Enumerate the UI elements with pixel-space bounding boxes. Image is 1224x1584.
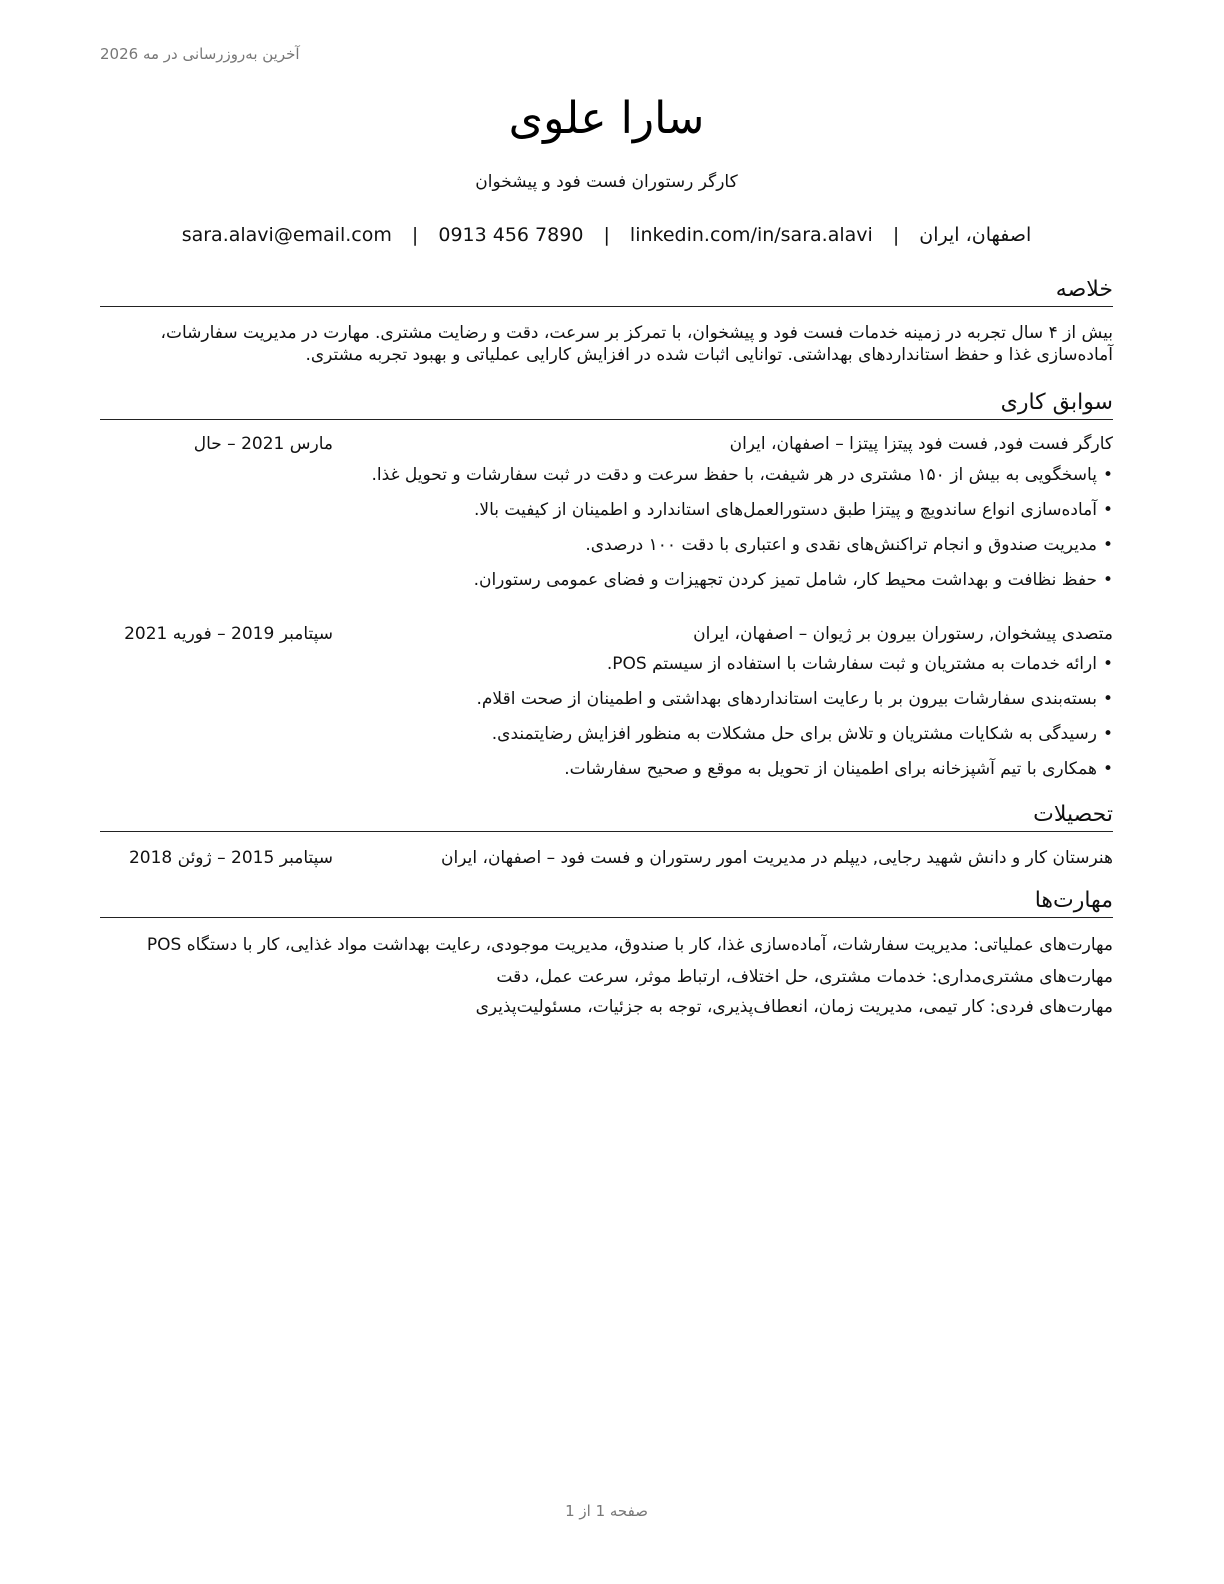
education-heading: تحصیلات bbox=[100, 801, 1113, 832]
contact-phone[interactable]: 0913 456 7890 bbox=[438, 224, 584, 246]
bullet-dot: • bbox=[1102, 689, 1113, 709]
job-role: متصدی پیشخوان, رستوران بیرون بر ژیوان – اصفهان، ایران bbox=[693, 624, 1113, 644]
list-item bbox=[100, 652, 1113, 687]
bullet-text: همکاری با تیم آشپزخانه برای اطمینان از تحویل به موقع و صحیح سفارشات. bbox=[564, 759, 1097, 779]
bullet-text: پاسخگویی به بیش از ۱۵۰ مشتری در هر شیفت، با حفظ سرعت و دقت در ثبت سفارشات و تحویل غذا. bbox=[371, 465, 1097, 485]
bullet-text: ارائه خدمات به مشتریان و ثبت سفارشات با استفاده از سیستم POS. bbox=[606, 654, 1097, 674]
job-role: کارگر فست فود, فست فود پیتزا پیتزا – اصفهان، ایران bbox=[729, 434, 1113, 454]
contact-separator: | bbox=[411, 224, 419, 246]
bullet-text: مدیریت صندوق و انجام تراکنش‌های نقدی و اعتباری با دقت ۱۰۰ درصدی. bbox=[585, 535, 1097, 555]
skills-heading: مهارت‌ها bbox=[100, 887, 1113, 918]
contact-separator: | bbox=[892, 224, 900, 246]
experience-heading: سوابق کاری bbox=[100, 389, 1113, 420]
education-date: سپتامبر 2015 – ژوئن 2018 bbox=[128, 848, 333, 868]
job-bullets bbox=[100, 652, 1113, 792]
skill-line: مهارت‌های مشتری‌مداری: خدمات مشتری، حل اختلاف، ارتباط موثر، سرعت عمل، دقت bbox=[496, 967, 1113, 987]
contact-line bbox=[100, 222, 1113, 248]
bullet-text: بسته‌بندی سفارشات بیرون بر با رعایت استانداردهای بهداشتی و اطمینان از صحت اقلام. bbox=[476, 689, 1097, 709]
resume-page bbox=[100, 0, 1113, 1584]
bullet-text: آماده‌سازی انواع ساندویچ و پیتزا طبق دستورالعمل‌های استاندارد و اطمینان از کیفیت بالا. bbox=[474, 500, 1097, 520]
contact-separator: | bbox=[603, 224, 610, 246]
list-item bbox=[100, 568, 1113, 603]
job-date: سپتامبر 2019 – فوریه 2021 bbox=[124, 624, 333, 644]
page-number: صفحه 1 از 1 bbox=[565, 1502, 648, 1520]
bullet-dot: • bbox=[1102, 465, 1113, 485]
summary-text: بیش از ۴ سال تجربه در زمینه خدمات فست فود و پیشخوان، با تمرکز بر سرعت، دقت و رضایت مشتری. مهارت در مدیریت سفارشات، آماده‌سازی غذا و حفظ استانداردهای بهداشتی. توانایی اثبات شده در افزایش کارایی عملیاتی و بهبود تجربه مشتری. bbox=[160, 323, 1113, 365]
list-item bbox=[100, 463, 1113, 498]
bullet-text: حفظ نظافت و بهداشت محیط کار، شامل تمیز کردن تجهیزات و فضای عمومی رستوران. bbox=[473, 570, 1097, 590]
bullet-dot: • bbox=[1102, 654, 1113, 674]
summary-heading: خلاصه bbox=[100, 276, 1113, 307]
list-item bbox=[100, 757, 1113, 792]
list-item bbox=[100, 498, 1113, 533]
skill-line: مهارت‌های عملیاتی: مدیریت سفارشات، آماده‌سازی غذا، کار با صندوق، مدیریت موجودی، رعایت بهداشت مواد غذایی، کار با دستگاه POS bbox=[146, 935, 1113, 955]
bullet-text: رسیدگی به شکایات مشتریان و تلاش برای حل مشکلات به منظور افزایش رضایتمندی. bbox=[491, 724, 1097, 744]
job-bullets bbox=[100, 463, 1113, 603]
education-entry bbox=[100, 846, 1113, 870]
education-school: هنرستان کار و دانش شهید رجایی, دیپلم در مدیریت امور رستوران و فست فود – اصفهان، ایران bbox=[441, 848, 1113, 868]
contact-linkedin[interactable]: linkedin.com/in/sara.alavi bbox=[629, 224, 873, 246]
contact-email[interactable]: sara.alavi@email.com bbox=[181, 224, 392, 246]
list-item bbox=[100, 533, 1113, 568]
job-title: کارگر رستوران فست فود و پیشخوان bbox=[475, 172, 738, 192]
contact-location: اصفهان، ایران bbox=[919, 224, 1032, 246]
bullet-dot: • bbox=[1102, 759, 1113, 779]
bullet-dot: • bbox=[1102, 724, 1113, 744]
last-updated: آخرین به‌روزرسانی در مه 2026 bbox=[100, 45, 300, 63]
bullet-dot: • bbox=[1102, 570, 1113, 590]
skills-list bbox=[100, 934, 1113, 1019]
job-date: مارس 2021 – حال bbox=[193, 434, 333, 454]
bullet-dot: • bbox=[1102, 500, 1113, 520]
list-item bbox=[100, 687, 1113, 722]
job-header bbox=[100, 622, 1113, 646]
job-header bbox=[100, 432, 1113, 456]
bullet-dot: • bbox=[1102, 535, 1113, 555]
candidate-name: سارا علوی bbox=[508, 93, 705, 144]
skill-line: مهارت‌های فردی: کار تیمی، مدیریت زمان، انعطاف‌پذیری، توجه به جزئیات، مسئولیت‌پذیری bbox=[475, 997, 1113, 1017]
list-item bbox=[100, 722, 1113, 757]
